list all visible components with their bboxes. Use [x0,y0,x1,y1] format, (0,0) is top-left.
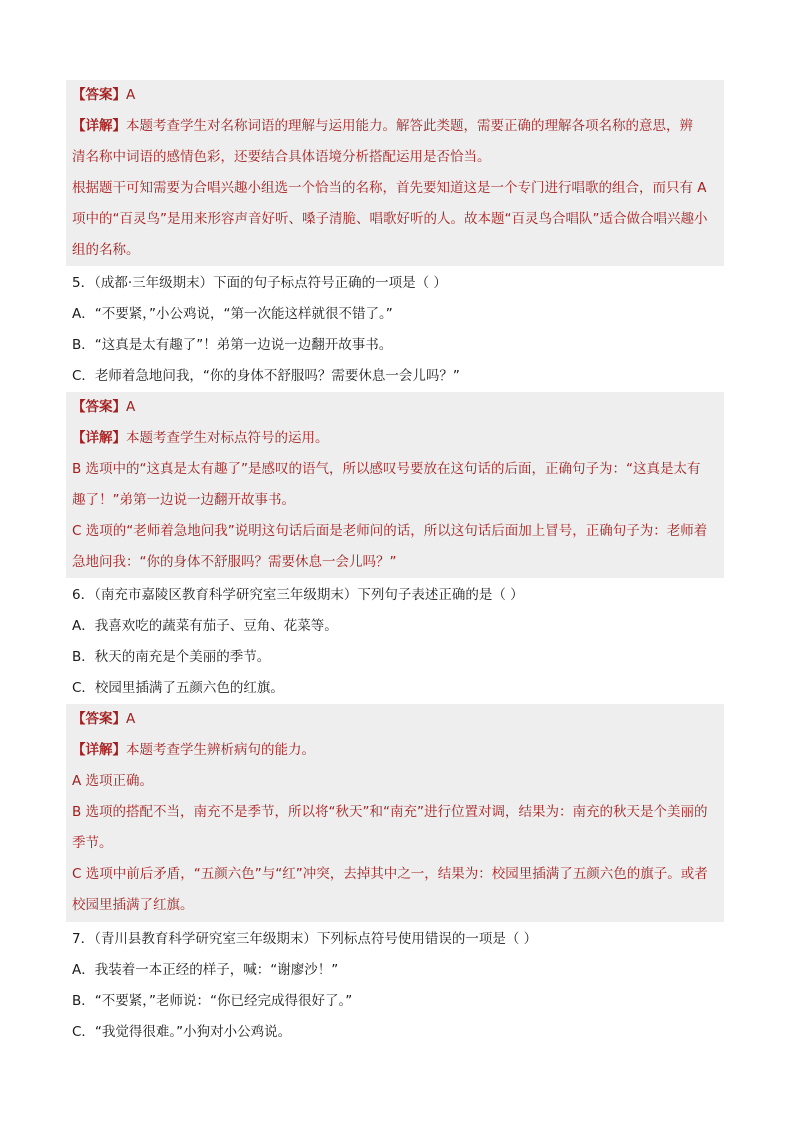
explanation-line: B 选项的搭配不当，南充不是季节，所以将“秋天”和“南充”进行位置对调，结果为：南充的秋天是个美丽的 [72,804,708,820]
question-5-stem: 5．（成都·三年级期末）下面的句子标点符号正确的一项是（ ） [72,275,447,291]
question-7-option-c: C．“我觉得很难。”小狗对小公鸡说。 [72,1024,292,1040]
detail-text: 本题考查学生辨析病句的能力。 [126,742,315,758]
detail-continued: 清名称中词语的感情色彩，还要结合具体语境分析搭配运用是否恰当。 [72,149,491,165]
question-7-stem: 7．（青川县教育科学研究室三年级期末）下列标点符号使用错误的一项是（ ） [72,931,538,947]
explanation-line: 趣了！”弟第一边说一边翻开故事书。 [72,492,295,508]
detail-line [72,739,722,761]
detail-text: 本题考查学生对名称词语的理解与运用能力。解答此类题，需要正确的理解各项名称的意思，辨 [126,118,693,134]
detail-line [72,427,722,449]
answer-tag: 【答案】 [72,87,126,103]
answer-value: A [126,711,136,727]
answer-value: A [126,87,136,103]
detail-tag: 【详解】 [72,742,126,758]
answer-value: A [126,399,136,415]
question-7-option-b: B．“不要紧，”老师说：“你已经完成得很好了。” [72,993,353,1009]
explanation-line: 急地问我：“你的身体不舒服吗？需要休息一会儿吗？” [72,554,397,570]
question-6-stem: 6．（南充市嘉陵区教育科学研究室三年级期末）下列句子表述正确的是（ ） [72,587,524,603]
question-6-option-a: A．我喜欢吃的蔬菜有茄子、豆角、花菜等。 [72,618,338,634]
explanation-line: 季节。 [72,835,113,851]
answer-tag: 【答案】 [72,399,126,415]
explanation-line: B 选项中的“这真是太有趣了”是感叹的语气，所以感叹号要放在这句话的后面，正确句子为：“这真是太有 [72,461,701,477]
question-6-option-b: B．秋天的南充是个美丽的季节。 [72,649,271,665]
question-7-option-a: A．我装着一本正经的样子，喊：“谢廖沙！” [72,962,339,978]
question-6-option-c: C．校园里插满了五颜六色的红旗。 [72,680,284,696]
detail-tag: 【详解】 [72,430,126,446]
question-5-option-a: A．“不要紧，”小公鸡说，“第一次能这样就很不错了。” [72,306,393,322]
explanation-line: 根据题干可知需要为合唱兴趣小组选一个恰当的名称，首先要知道这是一个专门进行唱歌的组合，而只有 A [72,180,707,196]
detail-line [72,115,722,137]
explanation-line: A 选项正确。 [72,773,154,789]
question-5-option-c: C．老师着急地问我，“你的身体不舒服吗？需要休息一会儿吗？” [72,368,460,384]
detail-text: 本题考查学生对标点符号的运用。 [126,430,329,446]
answer-tag: 【答案】 [72,711,126,727]
explanation-line: 项中的“百灵鸟”是用来形容声音好听、嗓子清脆、唱歌好听的人。故本题“百灵鸟合唱队”适合做合唱兴趣小 [72,211,708,227]
answer-line [72,708,722,730]
detail-tag: 【详解】 [72,118,126,134]
explanation-line: C 选项的“老师着急地问我”说明这句话后面是老师问的话，所以这句话后面加上冒号，正确句子为：老师着 [72,523,708,539]
answer-line [72,396,722,418]
explanation-line: C 选项中前后矛盾，“五颜六色”与“红”冲突，去掉其中之一，结果为：校园里插满了五颜六色的旗子。或者 [72,866,708,882]
answer-line [72,84,722,106]
question-5-option-b: B．“这真是太有趣了”！弟第一边说一边翻开故事书。 [72,337,393,353]
explanation-line: 组的名称。 [72,242,140,258]
explanation-line: 校园里插满了红旗。 [72,897,194,913]
